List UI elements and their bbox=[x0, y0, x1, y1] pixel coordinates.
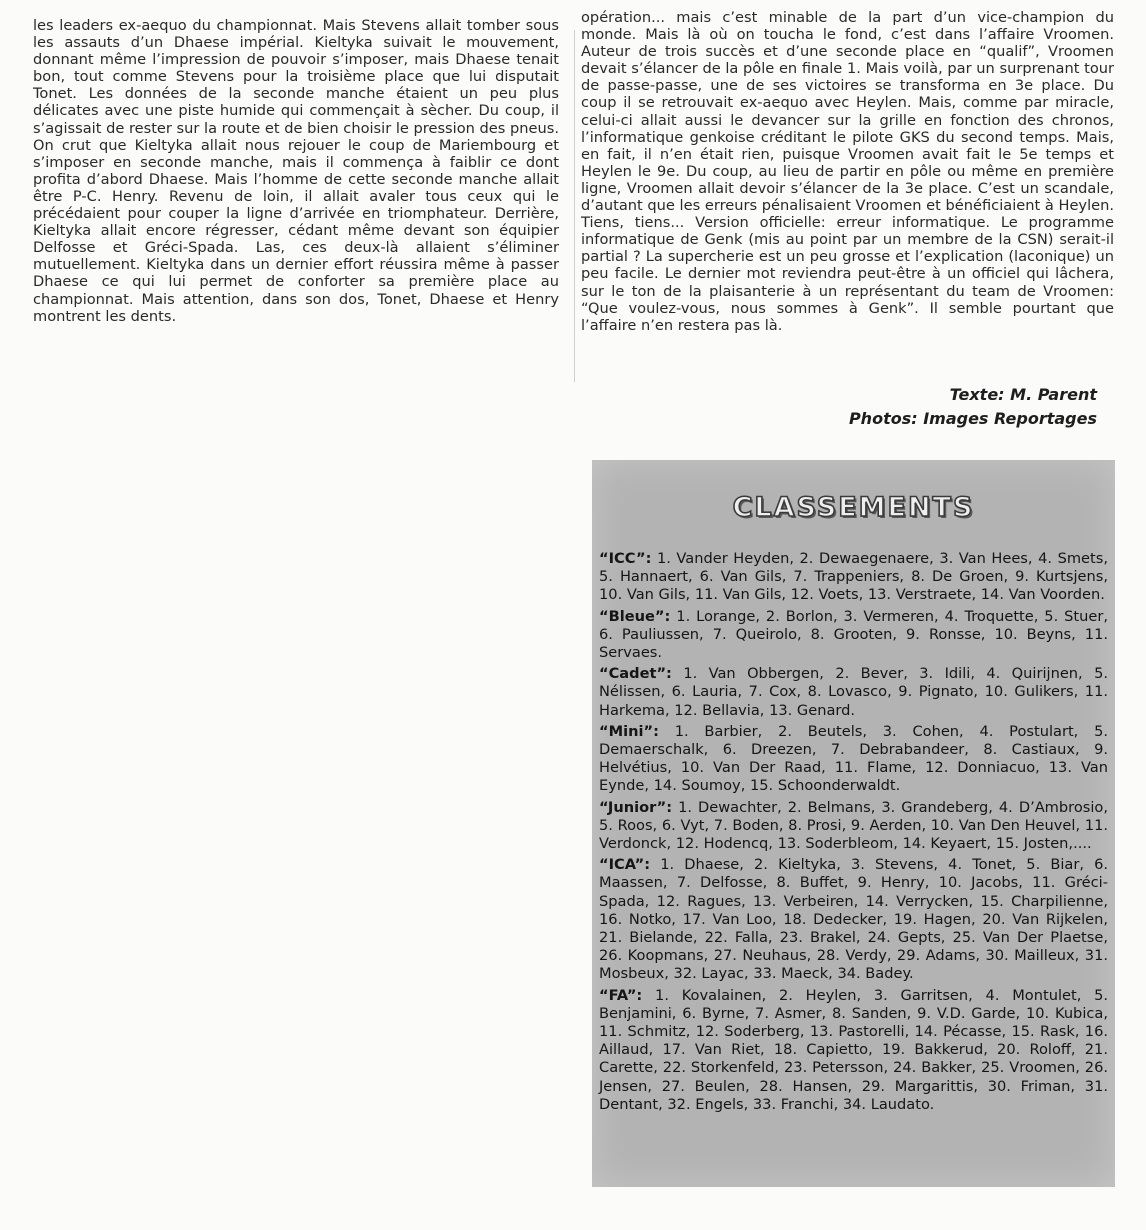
classements-title: CLASSEMENTS bbox=[732, 492, 975, 523]
category-results: 1. Barbier, 2. Beutels, 3. Cohen, 4. Postulart, 5. Demaerschalk, 6. Dreezen, 7. Debrabandeer, 8. Castiaux, 9. Helvétius, 10. Van Der Raad, 11. Flame, 12. Donniacuo, 13. Van Eynde, 14. Soumoy, 15. Schoonderwaldt. bbox=[599, 722, 1108, 795]
category-label: “Junior”: bbox=[599, 798, 673, 816]
category-fa bbox=[599, 987, 1108, 1114]
category-label: “Cadet”: bbox=[599, 665, 672, 683]
photo-credit: Photos: Images Reportages bbox=[848, 409, 1097, 428]
article-credits bbox=[600, 383, 1097, 431]
article-right-column: opération... mais c’est minable de la part d’un vice-champion du monde. Mais là où on toucha le fond, c’est dans l’affaire Vroomen. Auteur de trois succès et d’une seconde place en “qualif”, Vroomen devait s’élancer de la pôle en finale 1. Mais voilà, par un surprenant tour de passe-passe, une de ses victoires se transforma en 3e place. Du coup il se retrouvait ex-aequo avec Heylen. Mais, comme par miracle, celui-ci allait aussi le devancer sur la grille en fonction des chronos, l’informatique genkoise créditant le pilote GKS du second temps. Mais, en fait, il n’en était rien, puisque Vroomen avait fait le 5e temps et Heylen le 9e. Du coup, au lieu de partir en pôle ou même en première ligne, Vroomen allait devoir s’élancer de la 3e place. C’est un scandale, d’autant que les erreurs pénalisaient Vroomen et bénéficiaient à Heylen. Tiens, tiens... Version officielle: erreur informatique. Le programme informatique de Genk (mis au point par un membre de la CSN) serait-il partial ? La supercherie est un peu grosse et l’explication (laconique) un peu facile. Le dernier mot reviendra peut-être à un officiel qui lâchera, sur le ton de la plaisanterie à un représentant du team de Vroomen: “Que voulez-vous, nous sommes à Genk”. Il semble pourtant que l’affaire n’en restera pas là. bbox=[581, 9, 1114, 334]
category-ica bbox=[599, 856, 1108, 983]
category-cadet bbox=[599, 665, 1108, 720]
article-left-column: les leaders ex-aequo du championnat. Mais Stevens allait tomber sous les assauts d’un Dhaese impérial. Kieltyka suivait le mouvement, donnant même l’impression de pouvoir s’imposer, mais Dhaese tenait bon, tout comme Stevens pour la troisième place que lui disputait Tonet. Les données de la seconde manche étaient un peu plus délicates avec une piste humide qui commençait à sècher. Du coup, il s’agissait de rester sur la route et de bien choisir le pression des pneus. On crut que Kieltyka allait nous rejouer le coup de Mariembourg et s’imposer en seconde manche, mais il commença à faiblir ce dont profita d’abord Dhaese. Mais l’homme de cette seconde manche allait être P-C. Henry. Revenu de loin, il allait avaler tous ceux qui le précédaient pour couper la ligne d’arrivée en triomphateur. Derrière, Kieltyka allait encore régresser, cédant même devant son équipier Delfosse et Gréci-Spada. Las, ces deux-là allaient s’éliminer mutuellement. Kieltyka dans un dernier effort réussira même à passer Dhaese ce qui lui permet de conforter sa première place au championnat. Mais attention, dans son dos, Tonet, Dhaese et Henry montrent les dents. bbox=[33, 17, 559, 325]
category-results: 1. Kovalainen, 2. Heylen, 3. Garritsen, 4. Montulet, 5. Benjamini, 6. Byrne, 7. Asmer, 8. Sanden, 9. V.D. Garde, 10. Kubica, 11. Schmitz, 12. Soderberg, 13. Pastorelli, 14. Pécasse, 15. Rask, 16. Aillaud, 17. Van Riet, 18. Capietto, 19. Bakkerud, 20. Roloff, 21. Carette, 22. Storkenfeld, 23. Petersson, 24. Bakker, 25. Vroomen, 26. Jensen, 27. Beulen, 28. Hansen, 29. Margarittis, 30. Friman, 31. Dentant, 32. Engels, 33. Franchi, 34. Laudato. bbox=[599, 986, 1109, 1113]
category-label: “ICA”: bbox=[599, 856, 651, 874]
classements-list bbox=[599, 550, 1108, 1117]
category-results: 1. Lorange, 2. Borlon, 3. Vermeren, 4. Troquette, 5. Stuer, 6. Pauliussen, 7. Queirolo, 8. Grooten, 9. Ronsse, 10. Beyns, 11. Servaes. bbox=[599, 607, 1109, 662]
category-label: “Bleue”: bbox=[599, 607, 671, 625]
category-results: 1. Vander Heyden, 2. Dewaegenaere, 3. Van Hees, 4. Smets, 5. Hannaert, 6. Van Gils, 7. Trappeniers, 8. De Groen, 9. Kurtsjens, 10. Van Gils, 11. Van Gils, 12. Voets, 13. Verstraete, 14. Van Voorden. bbox=[599, 550, 1108, 604]
text-credit: Texte: M. Parent bbox=[949, 385, 1097, 404]
category-junior bbox=[599, 799, 1108, 854]
category-results: 1. Van Obbergen, 2. Bever, 3. Idili, 4. Quirijnen, 5. Nélissen, 6. Lauria, 7. Cox, 8. Lovasco, 9. Pignato, 10. Gulikers, 11. Harkema, 12. Bellavia, 13. Genard. bbox=[599, 665, 1109, 719]
column-divider bbox=[574, 30, 575, 382]
category-results: 1. Dewachter, 2. Belmans, 3. Grandeberg, 4. D’Ambrosio, 5. Roos, 6. Vyt, 7. Boden, 8. Prosi, 9. Aerden, 10. Van Den Heuvel, 11. Verdonck, 12. Hodencq, 13. Soderbleom, 14. Keyaert, 15. Josten,.... bbox=[599, 798, 1108, 853]
category-label: “FA”: bbox=[599, 986, 643, 1004]
category-icc bbox=[599, 550, 1108, 605]
category-label: “Mini”: bbox=[599, 722, 659, 740]
classements-box bbox=[592, 460, 1115, 1187]
category-results: 1. Dhaese, 2. Kieltyka, 3. Stevens, 4. Tonet, 5. Biar, 6. Maassen, 7. Delfosse, 8. Buffet, 9. Henry, 10. Jacobs, 11. Gréci-Spada, 12. Ragues, 13. Verbeiren, 14. Verrycken, 15. Charpilienne, 16. Notko, 17. Van Loo, 18. Dedecker, 19. Hagen, 20. Van Rijkelen, 21. Bielande, 22. Falla, 23. Brakel, 24. Gepts, 25. Van Der Plaetse, 26. Koopmans, 27. Neuhaus, 28. Verdy, 29. Adams, 30. Mailleux, 31. Mosbeux, 32. Layac, 33. Maeck, 34. Badey. bbox=[599, 856, 1109, 983]
category-label: “ICC”: bbox=[599, 550, 652, 567]
category-mini bbox=[599, 723, 1108, 796]
category-bleue bbox=[599, 608, 1108, 663]
